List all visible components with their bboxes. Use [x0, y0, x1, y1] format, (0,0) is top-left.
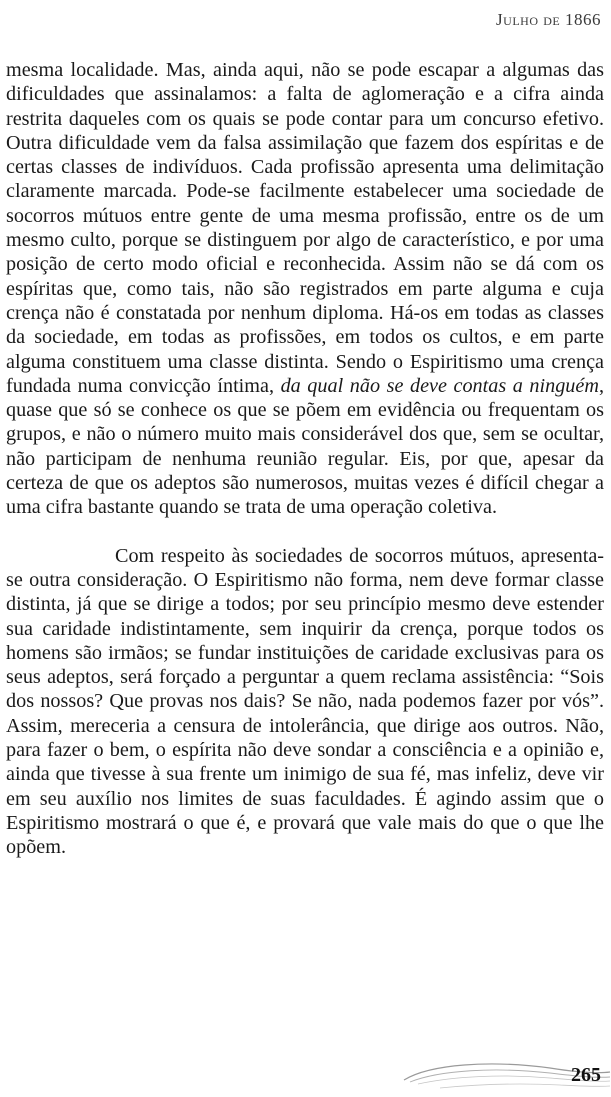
paragraph-2-text: Com respeito às sociedades de socorros mútuos, apresenta-se outra consideração. O Espiritismo não forma, nem deve formar classe distinta, já que se dirige a todos; por seu princípio mesmo deve estender sua caridade indistintamente, sem inquirir da crença, porque todos os homens são irmãos; se fundar instituições de caridade exclusivas para os seus adeptos, será forçado a perguntar a quem reclama assistência: “Sois dos nossos? Que provas nos dais? Se não, nada podemos fazer por vós”. Assim, mereceria a censura de intolerância, que dirige aos outros. Não, para fazer o bem, o espírita não deve sondar a consciência e a opinião e, ainda que tivesse à sua frente um inimigo de sua fé, mas infeliz, deve vir em seu auxílio nos limites de suas faculdades. É agindo assim que o Espiritismo mostrará o que é, e provará que vale mais do que o que lhe opõem.	[6, 544, 604, 859]
paragraph-2	[6, 544, 604, 860]
running-head: Julho de 1866	[496, 10, 601, 29]
paragraph-1-italic-phrase: da qual não se deve contas a ninguém	[280, 374, 599, 397]
paragraph-1-text: mesma localidade. Mas, ainda aqui, não se pode escapar a algumas das dificuldades que assinalamos: a falta de aglomeração e a cifra ainda restrita daqueles com os quais se pode contar para um concurso efetivo. Outra dificuldade vem da falsa assimilação que fazem dos espíritas e de certas classes de indivíduos. Cada profissão apresenta uma delimitação claramente marcada. Pode-se facilmente estabelecer uma sociedade de socorros mútuos entre gente de uma mesma profissão, entre os de um mesmo culto, porque se distinguem por algo de característico, e por uma posição de certo modo oficial e reconhecida. Assim não se dá com os espíritas que, como tais, não são registrados em parte alguma e cuja crença não é constatada por nenhum diploma. Há-os em todas as classes da sociedade, em todas as profissões, em todos os cultos, e em parte alguma constituem uma classe distinta. Sendo o Espiritismo uma crença fundada numa convicção íntima,	[6, 59, 604, 397]
body-text	[6, 58, 604, 860]
paragraph-1	[6, 58, 604, 520]
page-footer	[400, 1050, 611, 1097]
page-number: 265	[571, 1064, 601, 1086]
paragraph-1-text-continued: , quase que só se conhece os que se põem em evidência ou frequentam os grupos, e não o número muito mais considerável dos que, sem se ocultar, não participam de nenhuma reunião regular. Eis, por que, apesar da certeza de que os adeptos são numerosos, muitas vezes é difícil chegar a uma cifra bastante quando se trata de uma operação coletiva.	[6, 374, 604, 519]
